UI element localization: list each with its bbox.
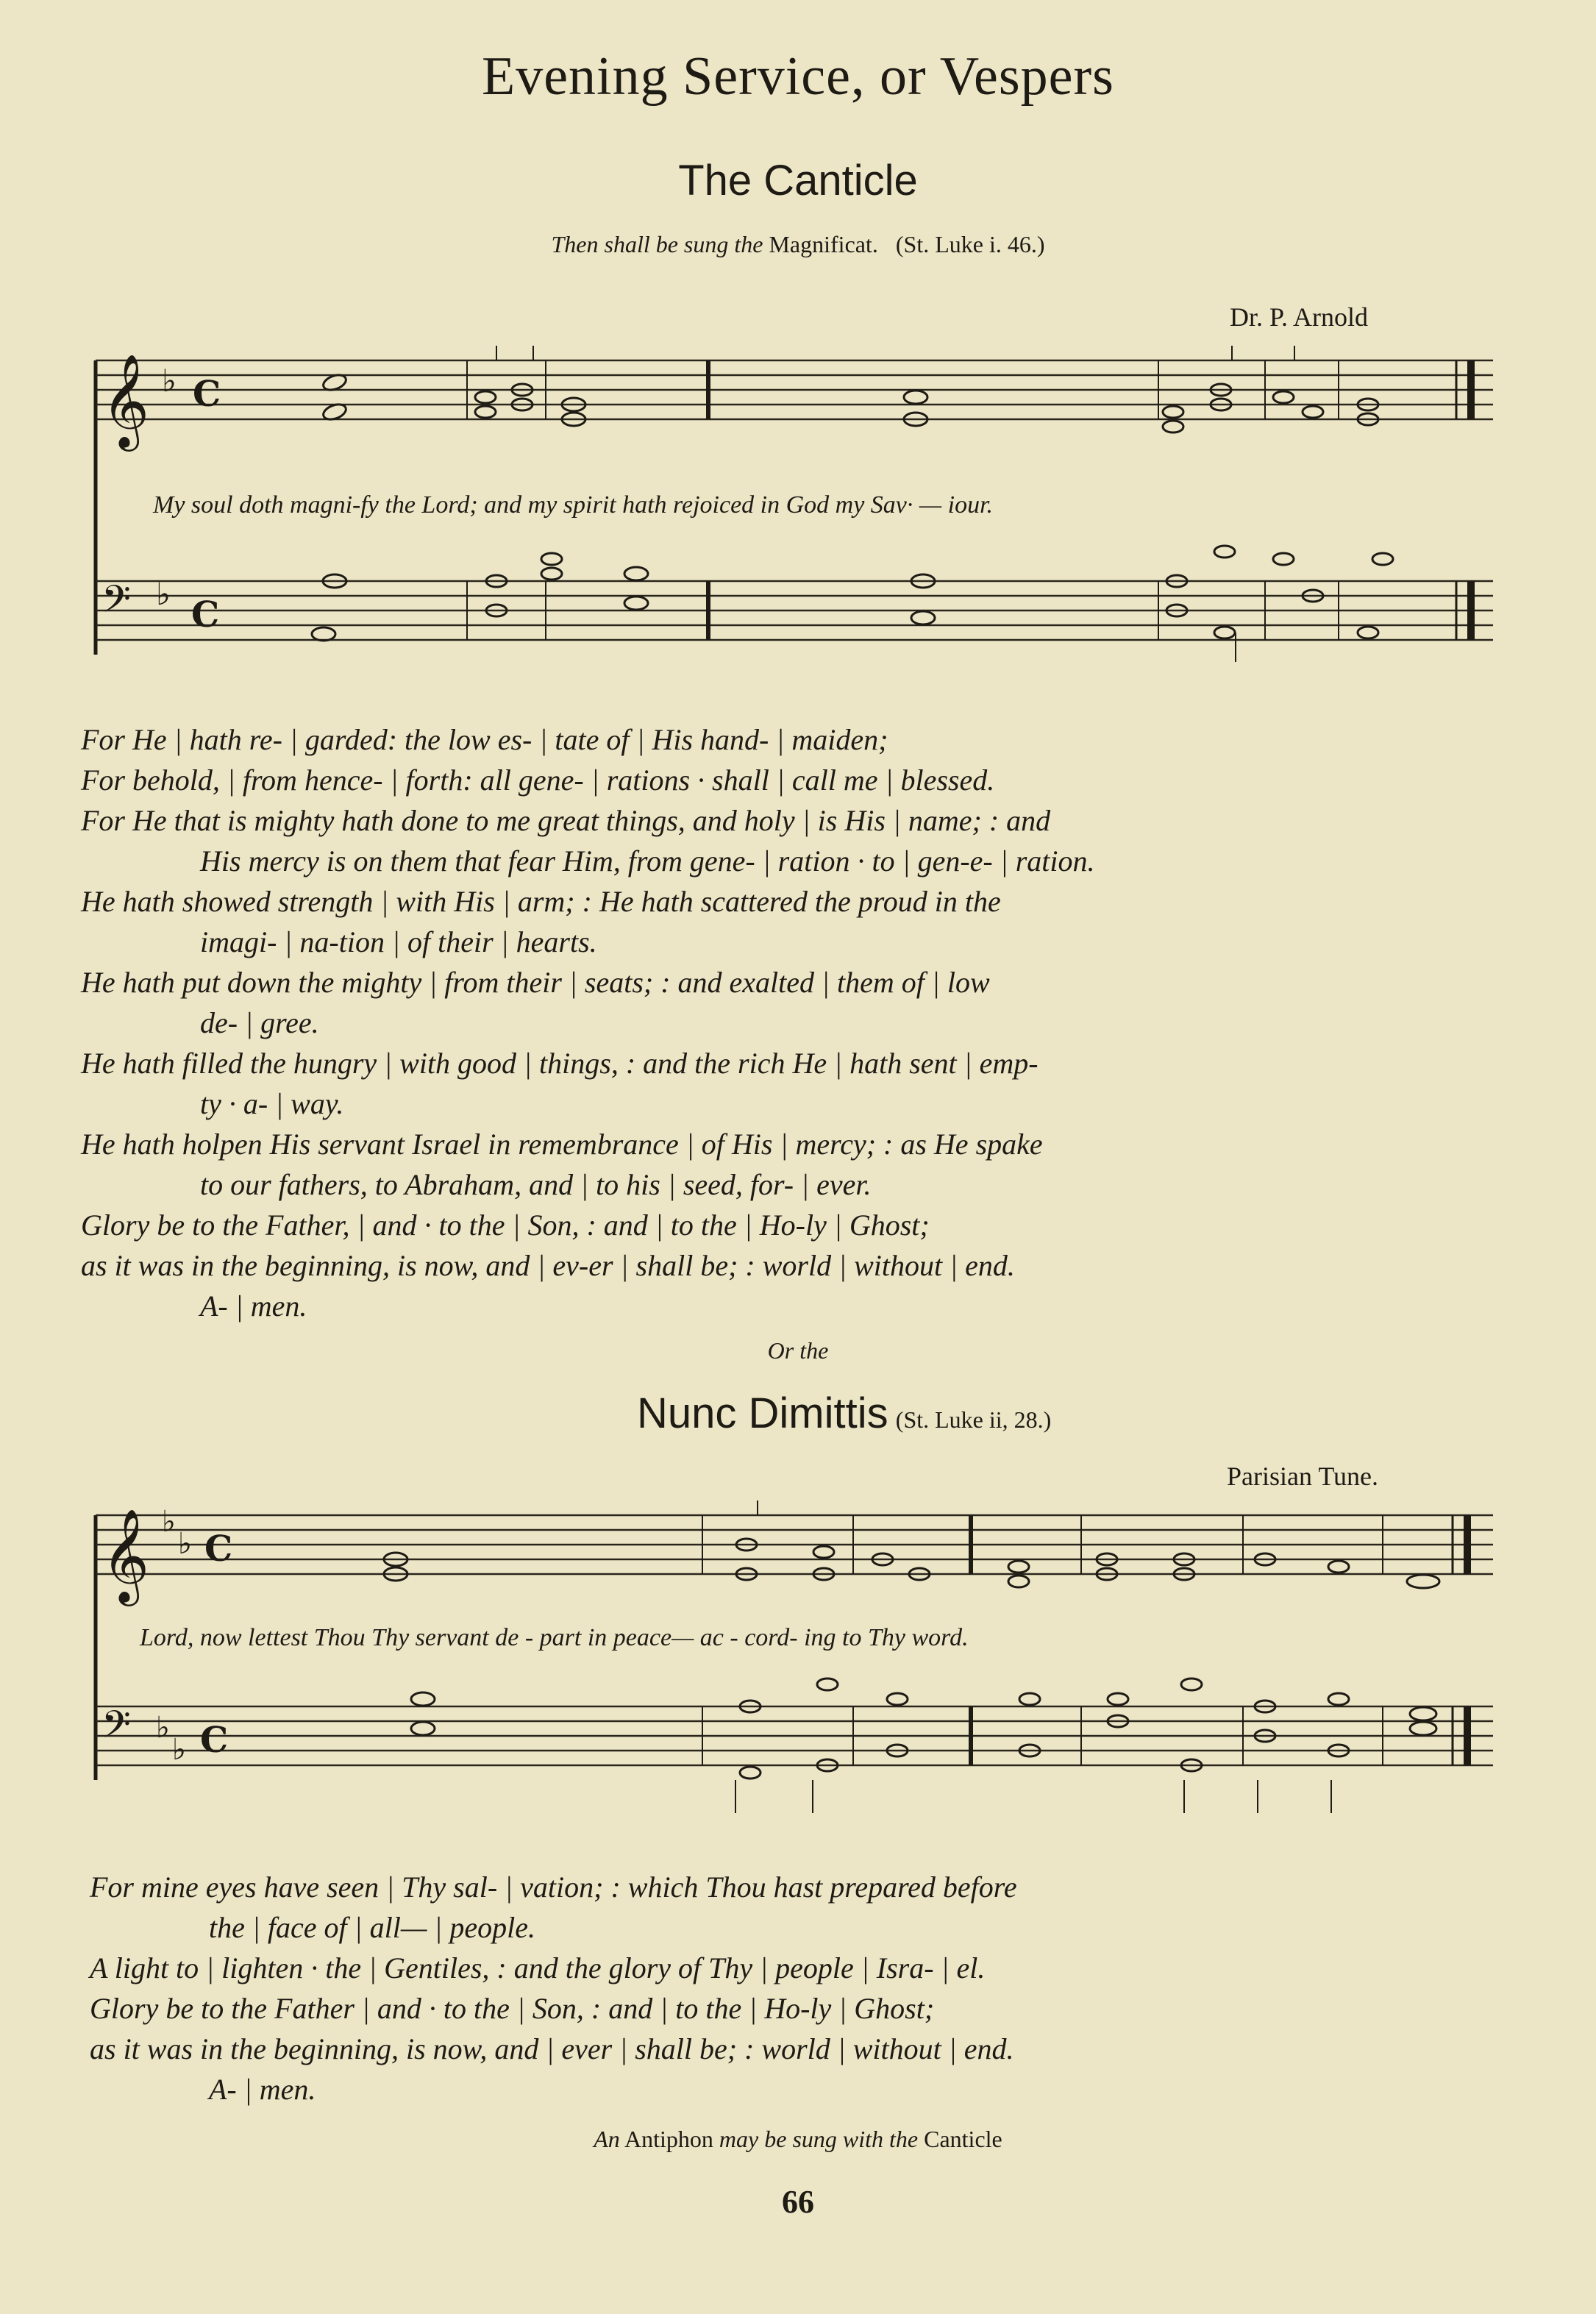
nunc-lyric: Lord, now lettest Thou Thy servant de - part in peace— ac - cord- ing to Thy word. xyxy=(140,1624,969,1651)
flat-icon: ♭ xyxy=(162,1505,176,1539)
verse-line: as it was in the beginning, is now, and | ever | shall be; : world | without | end. xyxy=(90,2032,1014,2065)
footer-mid: may be sung with the xyxy=(719,2126,919,2152)
treble-clef-icon: 𝄞 xyxy=(101,353,150,447)
verse-line: For He | hath re- | garded: the low es- | tate of | His hand- | maiden; xyxy=(81,723,888,756)
common-time-icon: C xyxy=(191,594,220,636)
verse-line: For mine eyes have seen | Thy sal- | vation; : which Thou hast prepared before xyxy=(90,1870,1017,1904)
canticle-composer: Dr. P. Arnold xyxy=(1230,302,1369,332)
verse-line: Glory be to the Father | and · to the | Son, : and | to the | Ho-ly | Ghost; xyxy=(90,1992,935,2025)
footer-pre: An xyxy=(594,2126,620,2152)
verse-line: For behold, | from hence- | forth: all gene- | rations · shall | call me | blessed. xyxy=(81,763,995,797)
verse-line: de- | gree. xyxy=(200,1006,319,1039)
verse-line: A- | men. xyxy=(200,1289,307,1322)
nunc-ref: (St. Luke ii, 28.) xyxy=(895,1406,1052,1433)
rubric-italic: Then shall be sung the xyxy=(551,231,763,257)
verse-line: as it was in the beginning, is now, and | ev-er | shall be; : world | without | end. xyxy=(81,1249,1015,1282)
treble-clef-icon: 𝄞 xyxy=(101,1508,150,1602)
verse-line: He hath filled the hungry | with good | things, : and the rich He | hath sent | emp- xyxy=(81,1047,1039,1080)
verse-line: He hath showed strength | with His | arm; : He hath scattered the proud in the xyxy=(81,885,1001,918)
flat-icon: ♭ xyxy=(156,576,171,612)
canticle-verses xyxy=(81,719,1508,1326)
nunc-title: Nunc Dimittis xyxy=(637,1389,888,1437)
verse-line: Glory be to the Father, | and · to the | Son, : and | to the | Ho-ly | Ghost; xyxy=(81,1208,930,1242)
common-time-icon: C xyxy=(193,374,221,415)
verse-line: the | face of | all— | people. xyxy=(209,1911,536,1944)
treble-staff xyxy=(96,1515,1493,1574)
bass-staff xyxy=(96,581,1493,640)
nunc-composer: Parisian Tune. xyxy=(1227,1462,1379,1491)
verse-line: For He that is mighty hath done to me great things, and holy | is His | name; : and xyxy=(81,804,1051,837)
bass-staff xyxy=(96,1706,1493,1765)
treble-staff xyxy=(96,360,1493,419)
canticle-rubric xyxy=(0,231,1596,258)
verse-line: He hath holpen His servant Israel in remembrance | of His | mercy; : as He spake xyxy=(81,1128,1043,1161)
common-time-icon: C xyxy=(204,1528,233,1570)
verse-line: imagi- | na-tion | of their | hearts. xyxy=(200,925,597,958)
canticle-title: The Canticle xyxy=(678,157,918,204)
page-number: 66 xyxy=(782,2184,814,2220)
common-time-icon: C xyxy=(200,1720,229,1761)
bass-clef-icon: 𝄢 xyxy=(101,1702,131,1756)
verse-line: His mercy is on them that fear Him, from gene- | ration · to | gen-e- | ration. xyxy=(200,844,1095,877)
nunc-verses xyxy=(90,1867,1517,2110)
flat-icon: ♭ xyxy=(156,1711,170,1745)
rubric-ref: (St. Luke i. 46.) xyxy=(895,231,1045,257)
footer-word2: Canticle xyxy=(924,2126,1002,2152)
page-title: Evening Service, or Vespers xyxy=(482,46,1114,107)
rubric-name: Magnificat. xyxy=(769,231,878,257)
verse-line: to our fathers, to Abraham, and | to his | seed, for- | ever. xyxy=(200,1168,872,1201)
flat-icon: ♭ xyxy=(162,363,177,399)
bass-clef-icon: 𝄢 xyxy=(101,577,131,630)
verse-line: ty · a- | way. xyxy=(200,1087,344,1120)
canticle-lyric: My soul doth magni-fy the Lord; and my spirit hath rejoiced in God my Sav· — iour. xyxy=(153,491,994,519)
footer-word1: Antiphon xyxy=(624,2126,713,2152)
verse-line: A- | men. xyxy=(209,2073,316,2106)
verse-line: He hath put down the mighty | from their | seats; : and exalted | them of | low xyxy=(81,966,990,999)
nunc-heading xyxy=(637,1389,1051,1438)
flat-icon: ♭ xyxy=(178,1527,192,1561)
verse-line: A light to | lighten · the | Gentiles, : and the glory of Thy | people | Isra- | el. xyxy=(90,1951,986,1984)
separator-text: Or the xyxy=(767,1337,829,1364)
nunc-score xyxy=(88,1500,1500,1824)
footer-rubric xyxy=(0,2126,1596,2153)
flat-icon: ♭ xyxy=(172,1733,186,1767)
